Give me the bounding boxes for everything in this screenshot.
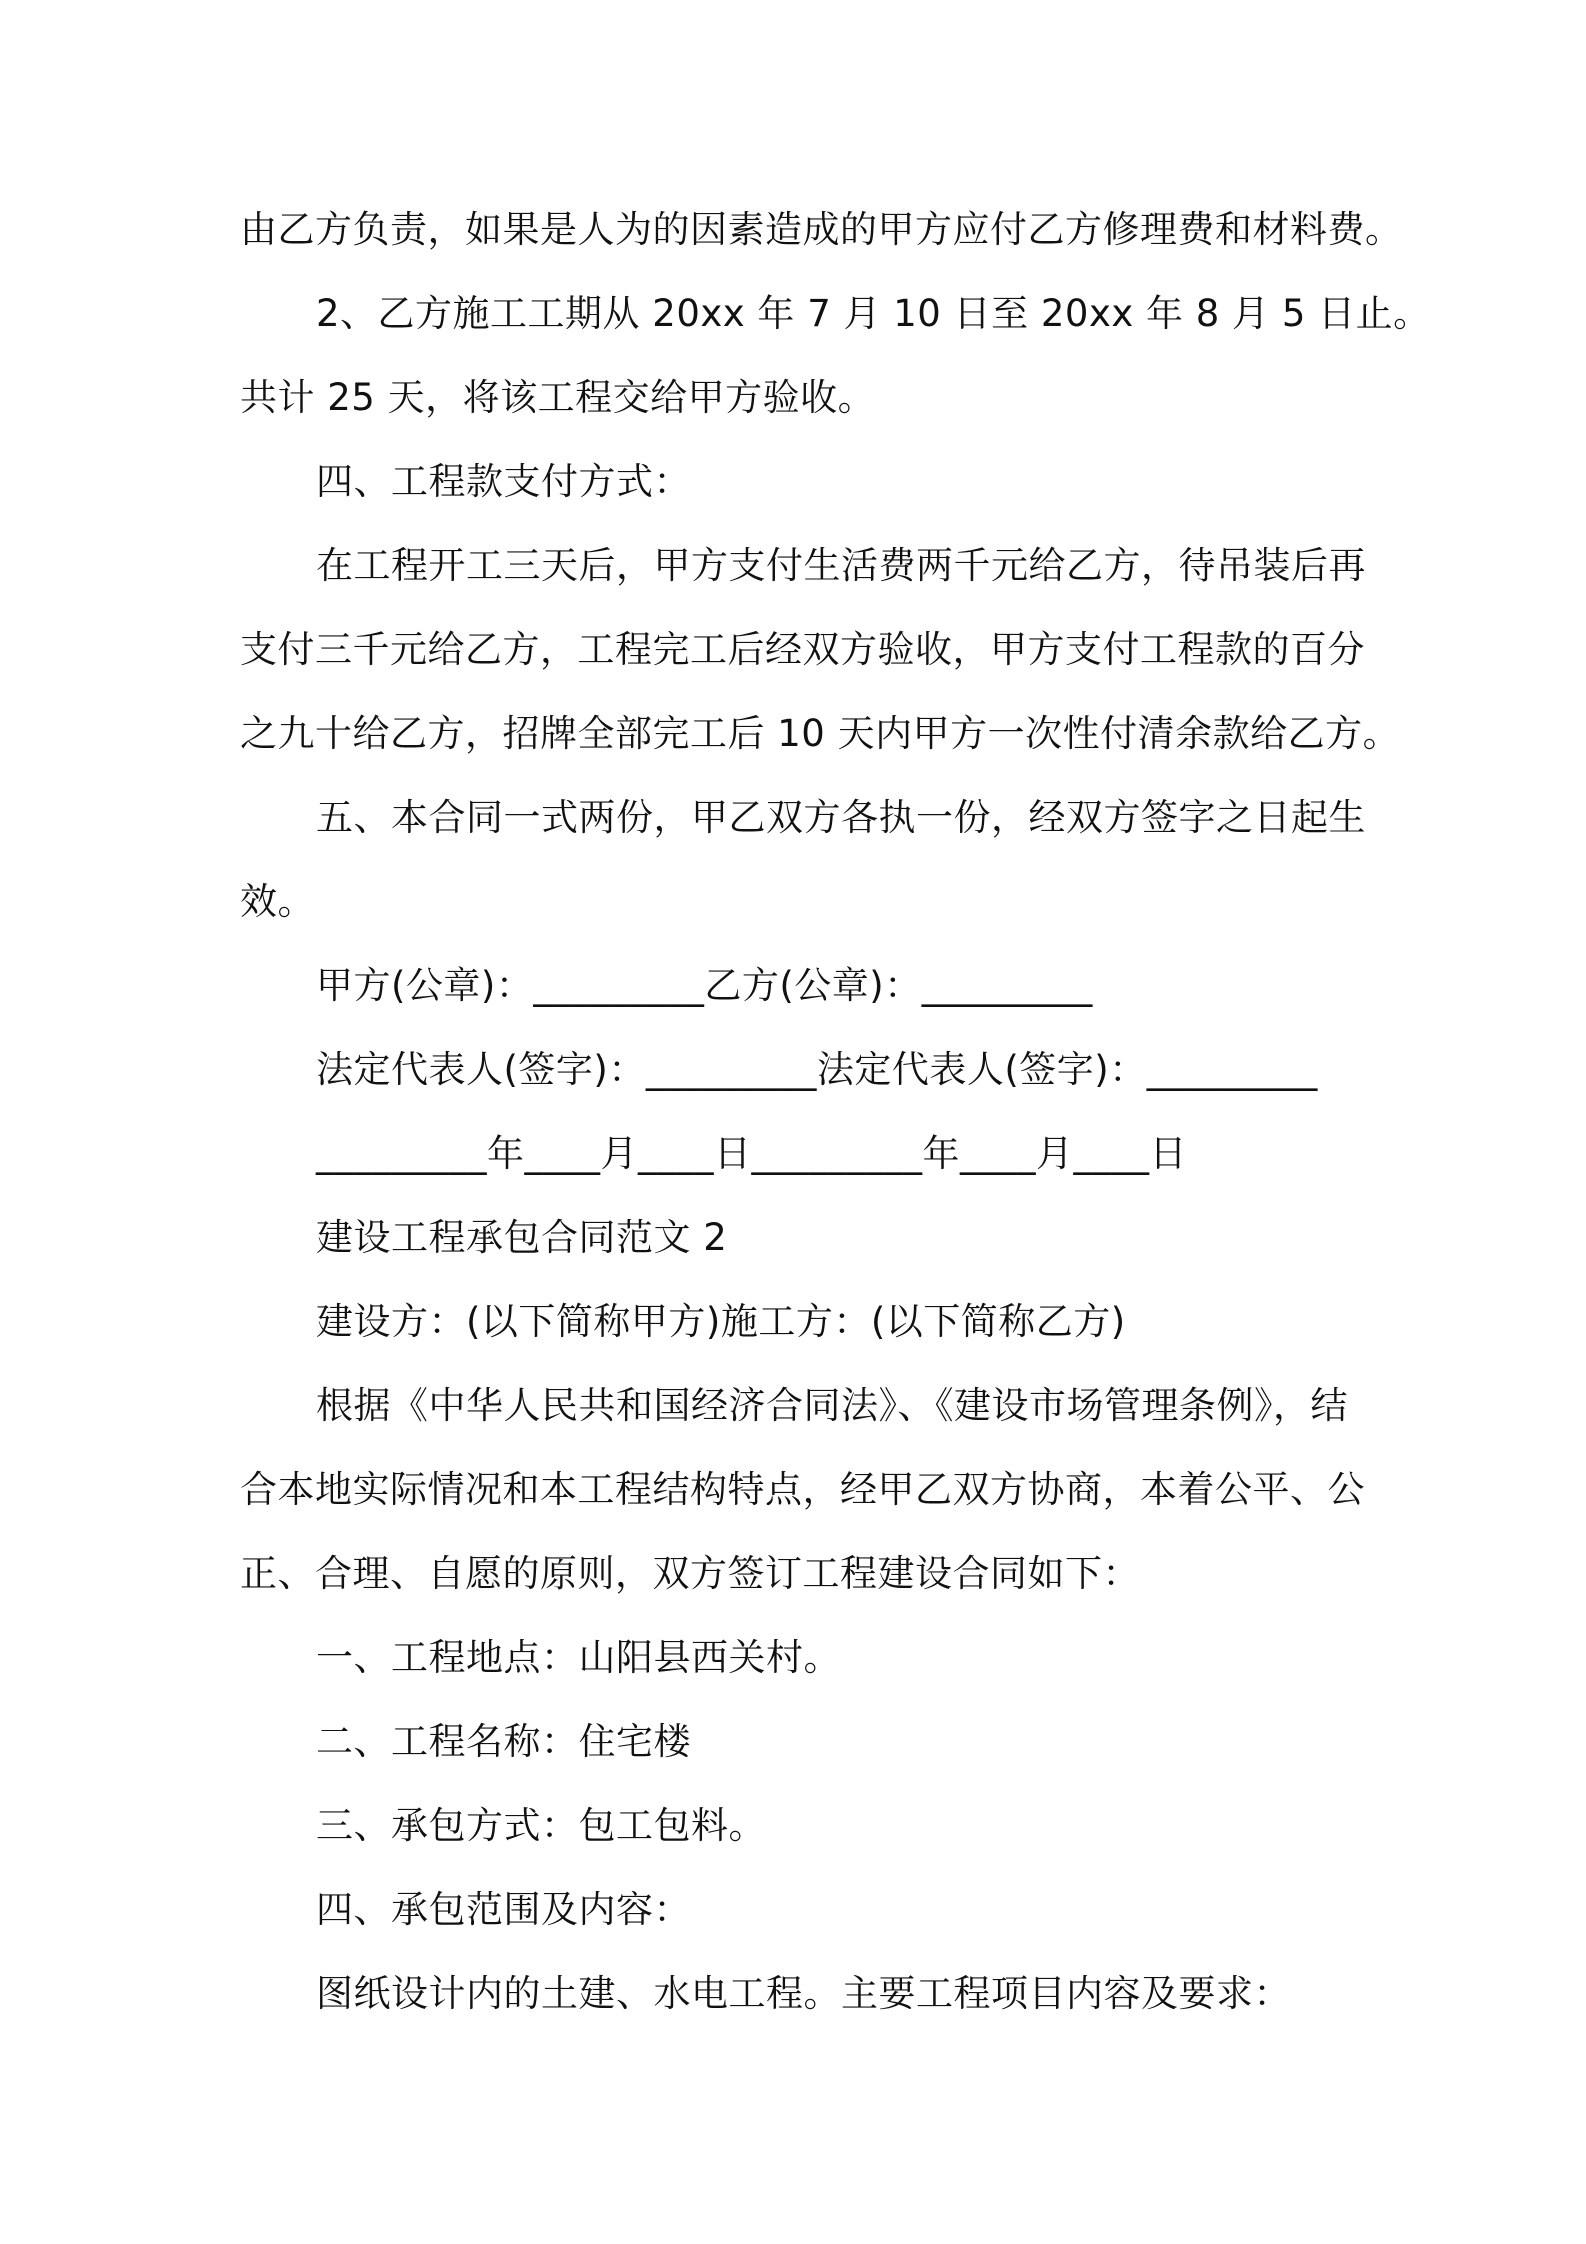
clause-line: 二、工程名称：住宅楼 — [316, 1720, 691, 1763]
date-line: _________年____月____日_________年____月____日 — [316, 1132, 1187, 1175]
text-line: 根据《中华人民共和国经济合同法》、《建设市场管理条例》，结 — [316, 1384, 1348, 1427]
text-line: 合本地实际情况和本工程结构特点，经甲乙双方协商，本着公平、公 — [240, 1468, 1365, 1511]
clause-line: 四、承包范围及内容： — [316, 1888, 691, 1931]
text-line: 在工程开工三天后，甲方支付生活费两千元给乙方，待吊装后再 — [316, 544, 1366, 587]
text-line: 支付三千元给乙方，工程完工后经双方验收，甲方支付工程款的百分 — [240, 628, 1365, 671]
section-heading: 四、工程款支付方式： — [316, 460, 691, 503]
text-line: 效。 — [240, 880, 315, 923]
text-line: 之九十给乙方，招牌全部完工后 10 天内甲方一次性付清余款给乙方。 — [240, 712, 1401, 755]
signature-line: 法定代表人(签字)：_________法定代表人(签字)：_________ — [316, 1048, 1318, 1091]
seal-line: 甲方(公章)：_________乙方(公章)：_________ — [316, 964, 1093, 1007]
clause-line: 三、承包方式：包工包料。 — [316, 1804, 766, 1847]
text-line: 由乙方负责，如果是人为的因素造成的甲方应付乙方修理费和材料费。 — [240, 208, 1403, 251]
text-line: 正、合理、自愿的原则，双方签订工程建设合同如下： — [240, 1552, 1140, 1595]
text-line: 2、乙方施工工期从 20xx 年 7 月 10 日至 20xx 年 8 月 5 日止。 — [316, 292, 1431, 335]
text-line: 五、本合同一式两份，甲乙双方各执一份，经双方签字之日起生 — [316, 796, 1366, 839]
text-line: 图纸设计内的土建、水电工程。主要工程项目内容及要求： — [316, 1972, 1291, 2015]
clause-line: 一、工程地点：山阳县西关村。 — [316, 1636, 841, 1679]
document-subtitle: 建设工程承包合同范文 2 — [316, 1216, 728, 1259]
parties-line: 建设方：(以下简称甲方)施工方：(以下简称乙方) — [316, 1300, 1126, 1343]
text-line: 共计 25 天，将该工程交给甲方验收。 — [240, 376, 876, 419]
